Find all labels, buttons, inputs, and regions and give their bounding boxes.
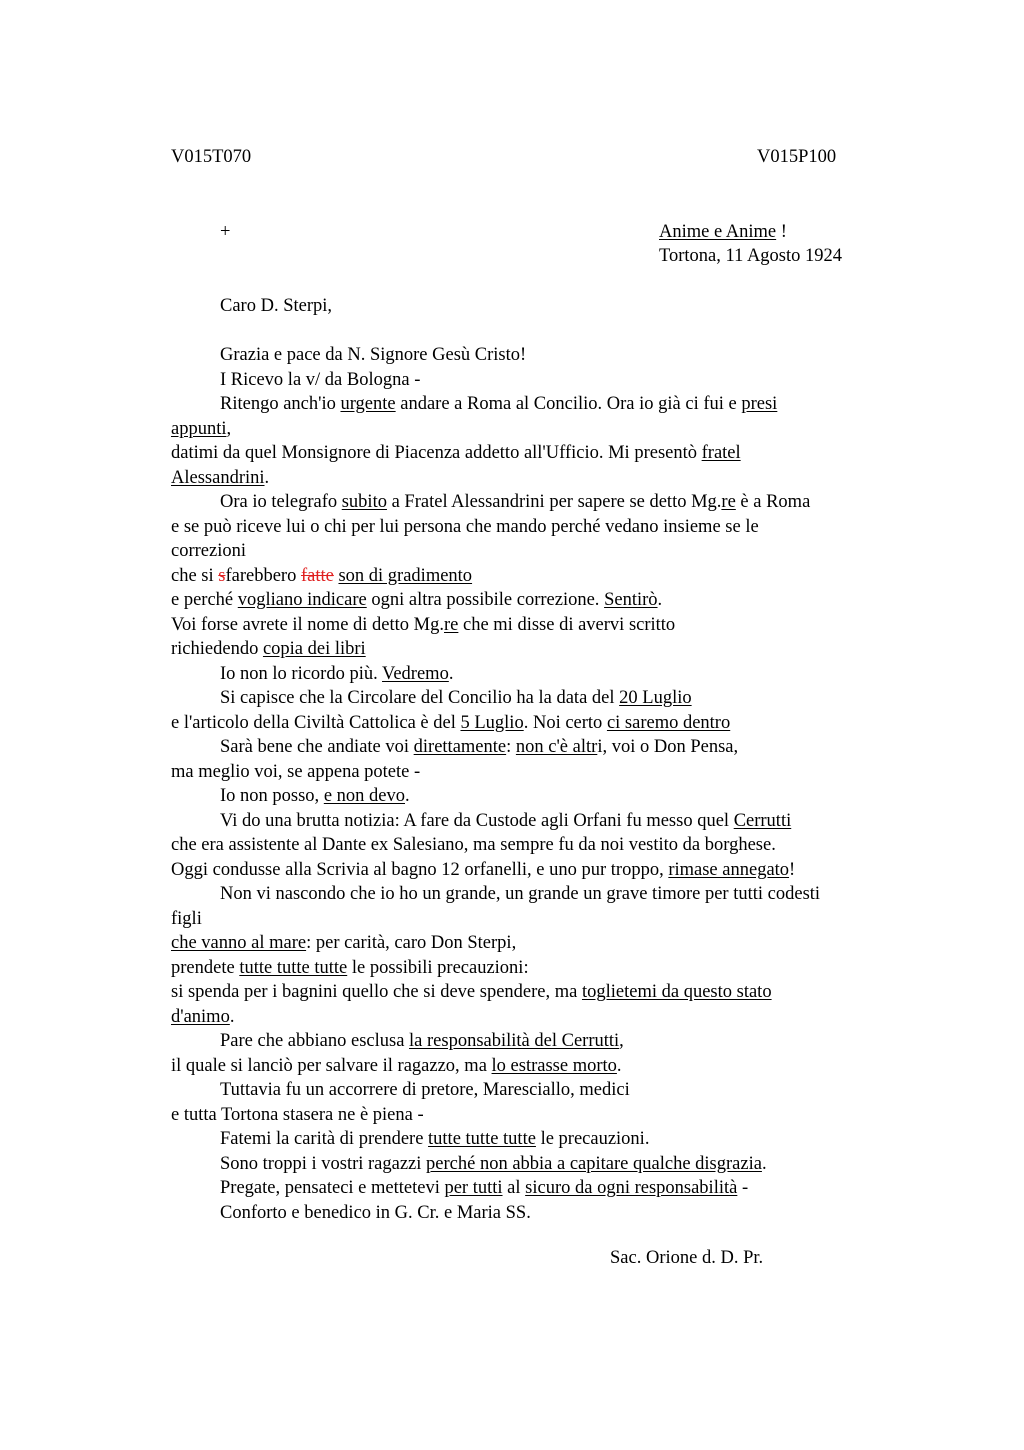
letter-line [220,1031,624,1052]
text-segment: Io non posso, [220,786,324,806]
underlined-text: la responsabilità del Cerrutti [409,1031,620,1051]
letter-line [171,1105,424,1126]
letter-line [220,1080,630,1101]
text-segment: , [226,418,232,439]
letter-line [220,370,420,391]
underlined-text: Vedremo [382,663,449,684]
text-segment: richiedendo [171,639,263,659]
text-segment: , [619,1031,624,1051]
letter-line [220,786,410,807]
underlined-text: rimase annegato [668,859,790,880]
underlined-text: d'animo [171,1006,230,1027]
letter-line [171,860,795,881]
text-segment: e perché [171,590,238,610]
underlined-text: che vanno al mare [171,933,307,953]
text-segment: Voi forse avrete il nome di detto Mg. [171,614,444,635]
text-segment: Pare che abbiano esclusa [220,1031,410,1051]
underlined-text: sicuro da ogni responsabilità [525,1178,738,1198]
text-segment: correzioni [171,541,246,561]
underlined-text: subito [341,492,387,512]
letter-line [220,492,810,513]
text-segment: farebbero [225,565,301,586]
motto-text: Anime e Anime [659,222,777,242]
text-segment: ! [789,859,796,880]
text-segment: - [737,1178,749,1198]
letter-line [171,590,662,611]
text-segment: : per carità, caro Don Sterpi, [306,933,517,953]
text-segment: . [448,663,454,684]
text-segment: ogni altra possibile correzione. [366,590,605,610]
underlined-text: Alessandrini [171,467,265,488]
text-segment: i, voi o Don Pensa, [597,737,739,757]
text-segment: al [502,1178,526,1198]
letter-line [220,1178,748,1199]
underlined-text: per tutti [444,1178,503,1198]
text-segment: . [761,1153,767,1174]
text-segment: andare a Roma al Concilio. Ora io già ci fui e [395,394,742,414]
text-segment: prendete [171,957,240,978]
underlined-text: Cerrutti [733,810,792,831]
motto-tail: ! [776,222,787,242]
text-segment: Grazia e pace da N. Signore Gesù Cristo! [220,345,527,365]
underlined-text: non c'è altr [515,737,598,757]
text-segment: si spenda per i bagnini quello che si deve spendere, ma [171,982,582,1002]
letter-line [171,713,730,734]
underlined-text: copia dei libri [262,639,366,659]
letter-line [171,419,231,440]
letter-line [171,909,202,930]
text-segment: : [506,737,516,757]
text-segment: il quale si lanciò per salvare il ragazzo, ma [171,1055,492,1076]
letter-line [171,1056,622,1077]
text-segment: e l'articolo della Civiltà Cattolica è del [171,712,461,733]
text-segment: figli [171,908,202,929]
letter-line [171,762,420,783]
text-segment: . [405,786,410,806]
underlined-text: 5 Luglio [460,712,524,733]
text-segment: e se può riceve lui o chi per lui persona che mando perché vedano insieme se le [171,516,759,537]
letter-line [220,394,777,415]
underlined-text: Sentirò [604,590,658,610]
letter-line [220,737,738,758]
underlined-text: direttamente [413,737,507,757]
letter-line [220,811,791,832]
underlined-text: 20 Luglio [619,688,692,708]
letter-line [220,664,453,685]
text-segment: che era assistente al Dante ex Salesiano, ma sempre fu da noi vestito da borghese. [171,835,776,855]
underlined-text: tutte tutte tutte [428,1129,536,1149]
letter-line [171,958,529,979]
text-segment: . [229,1006,235,1027]
text-segment: che mi disse di avervi scritto [458,614,676,635]
text-segment: Ritengo anch'io [220,394,341,414]
deleted-text: s [218,565,226,586]
letter-line [171,566,472,587]
letter-line [171,443,741,464]
text-segment: . [657,590,663,610]
letter-line [220,884,820,905]
letter-line [171,517,759,538]
letter-line [220,1129,649,1150]
letter-line [220,1154,767,1175]
salutation: Caro D. Sterpi, [220,296,333,316]
text-segment: Sono troppi i vostri ragazzi [220,1153,427,1174]
underlined-text: perché non abbia a capitare qualche disgrazia [426,1153,762,1174]
text-segment: Io non lo ricordo più. [220,663,383,684]
underlined-text: lo estrasse morto [491,1055,617,1076]
text-segment: Non vi nascondo che io ho un grande, un grande un grave timore per tutti codesti [220,884,821,904]
text-segment: Vi do una brutta notizia: A fare da Custode agli Orfani fu messo quel [220,810,734,831]
text-segment: datimi da quel Monsignore di Piacenza addetto all'Ufficio. Mi presentò [171,443,702,463]
text-segment: Oggi condusse alla Scrivia al bagno 12 orfanelli, e uno pur troppo, [171,859,669,880]
underlined-text: toglietemi da questo stato [581,982,772,1002]
text-segment: le precauzioni. [535,1129,650,1149]
signature: Sac. Orione d. D. Pr. [610,1248,764,1268]
header-left-code: V015T070 [171,147,252,167]
text-segment: . [264,467,270,488]
text-segment: Sarà bene che andiate voi [220,737,414,757]
deleted-text: fatte [300,565,334,586]
text-segment: . Noi certo [523,712,607,733]
text-segment: ma meglio voi, se appena potete - [171,761,421,782]
letter-line [171,982,772,1003]
text-segment: è a Roma [735,492,811,512]
text-segment: Si capisce che la Circolare del Concilio ha la data del [220,688,620,708]
cross-symbol: + [220,222,231,242]
underlined-text: ci saremo dentro [606,712,731,733]
letter-line [171,468,269,489]
text-segment: che si [171,565,219,586]
text-segment: Conforto e benedico in G. Cr. e Maria SS. [220,1202,531,1223]
underlined-text: son di gradimento [338,565,473,586]
letter-line [171,933,516,954]
text-segment: Fatemi la carità di prendere [220,1129,429,1149]
text-segment: Pregate, pensateci e mettetevi [220,1178,445,1198]
text-segment: Ora io telegrafo [220,492,342,512]
text-segment: . [616,1055,622,1076]
letter-line [171,639,366,660]
underlined-text: appunti [171,418,227,439]
text-segment: a Fratel Alessandrini per sapere se detto Mg. [386,492,722,512]
letter-line [171,615,675,636]
text-segment: e tutta Tortona stasera ne è piena - [171,1104,424,1125]
letter-line [220,1203,531,1224]
letter-line [171,1007,234,1028]
letter-line [171,541,246,562]
place-date: Tortona, 11 Agosto 1924 [659,246,843,266]
underlined-text: re [444,614,459,635]
underlined-text: urgente [340,394,396,414]
text-segment: Tuttavia fu un accorrere di pretore, Maresciallo, medici [220,1080,630,1100]
motto [659,222,787,243]
header-right-code: V015P100 [757,147,837,167]
letter-line [220,345,526,366]
letter-line [171,835,776,856]
underlined-text: fratel [701,443,741,463]
underlined-text: e non devo [323,786,405,806]
underlined-text: vogliano indicare [237,590,367,610]
text-segment: I Ricevo la v/ da Bologna - [220,369,421,390]
underlined-text: presi [741,394,778,414]
letter-line [220,688,692,709]
underlined-text: tutte tutte tutte [239,957,348,978]
underlined-text: re [721,492,736,512]
text-segment: le possibili precauzioni: [347,957,529,978]
